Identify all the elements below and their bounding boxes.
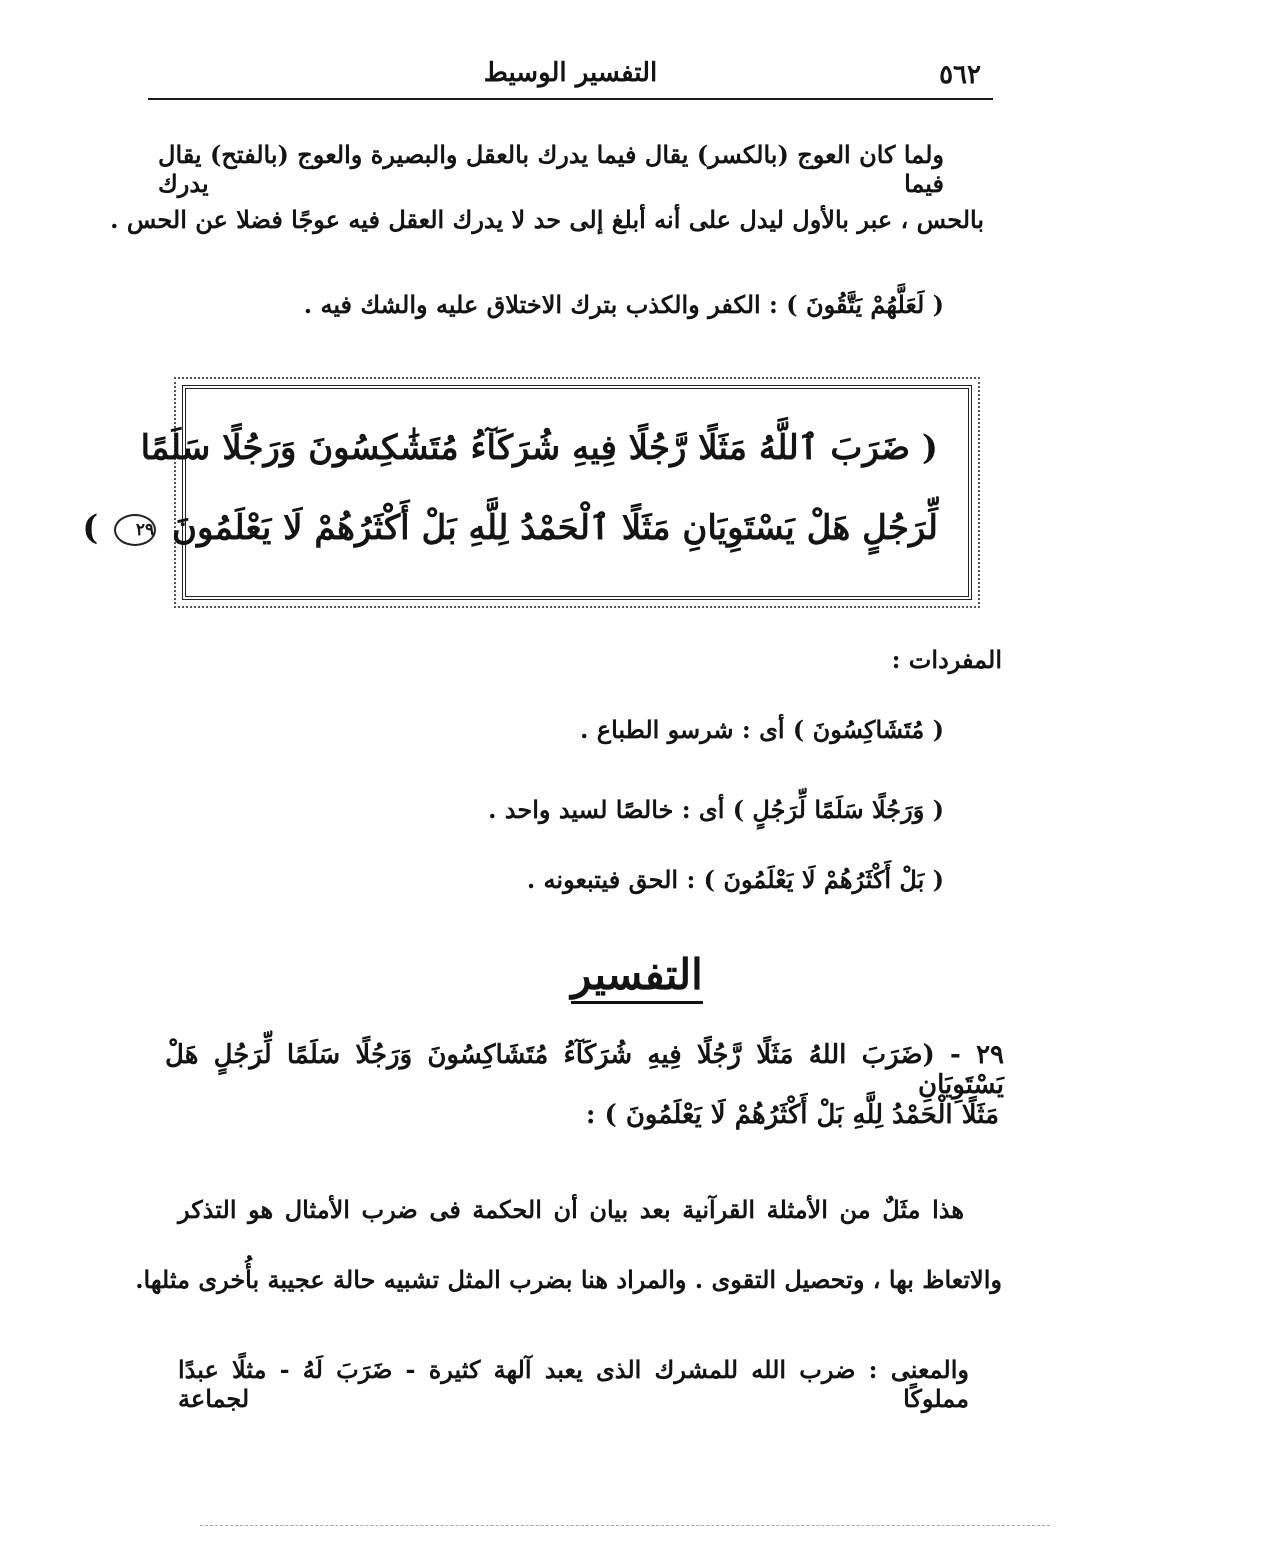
vocabulary-item-2: ( وَرَجُلًا سَلَمًا لِّرَجُلٍ ) أى : خالصًا لسيد واحد . bbox=[488, 795, 944, 824]
verse-line-2-close: ) bbox=[82, 508, 99, 548]
ayah-number-marker: ٢٩ bbox=[114, 514, 156, 546]
paragraph-1-line-1: هذا مثَلٌ من الأمثلة القرآنية بعد بيان أن الحكمة فى ضرب الأمثال هو التذكر bbox=[178, 1195, 964, 1224]
tafsir-title bbox=[0, 950, 1274, 1004]
verse-line-2 bbox=[82, 507, 938, 548]
intro-line-2: بالحس ، عبر بالأول ليدل على أنه أبلغ إلى حد لا يدرك العقل فيه عوجًا فضلا عن الحس . bbox=[110, 205, 984, 234]
tafsir-title-text: التفسير bbox=[571, 950, 703, 1004]
verse-line-1: ( ضَرَبَ ٱللَّهُ مَثَلًا رَّجُلًا فِيهِ شُرَكَآءُ مُتَشَٰكِسُونَ وَرَجُلًا سَلَمًا bbox=[140, 428, 938, 468]
page-header bbox=[148, 58, 993, 100]
paragraph-2-line-1: والمعنى : ضرب الله للمشرك الذى يعبد آلهة كثيرة - ضَرَبَ لَهُ - مثلًا عبدًا مملوكًا لجماعة bbox=[178, 1355, 969, 1413]
intro-line-1: ولما كان العوج (بالكسر) يقال فيما يدرك بالعقل والبصيرة والعوج (بالفتح) يقال فيما يدرك bbox=[158, 140, 944, 198]
intro-line-3: ( لَعَلَّهُمْ يَتَّقُونَ ) : الكفر والكذب بترك الاختلاق عليه والشك فيه . bbox=[303, 290, 944, 319]
vocabulary-heading: المفردات : bbox=[891, 645, 1002, 674]
verse-line-2-text: لِّرَجُلٍ هَلْ يَسْتَوِيَانِ مَثَلًا ٱلْحَمْدُ لِلَّهِ بَلْ أَكْثَرُهُمْ لَا يَعْلَمُونَ bbox=[172, 508, 938, 548]
page-number: ٥٦٢ bbox=[939, 60, 981, 90]
page-bottom-rule bbox=[200, 1525, 1050, 1526]
vocabulary-item-1: ( مُتَشَاكِسُونَ ) أى : شرسو الطباع . bbox=[580, 715, 944, 744]
paragraph-1-line-2: والاتعاظ بها ، وتحصيل التقوى . والمراد هنا بضرب المثل تشبيه حالة عجيبة بأُخرى مثلها. bbox=[135, 1265, 1002, 1294]
tafsir-verse-line-1: ٢٩ - (ضَرَبَ اللهُ مَثَلًا رَّجُلًا فِيهِ شُرَكَآءُ مُتَشَاكِسُونَ وَرَجُلًا سَلَمًا لِّرَجُلٍ هَلْ يَسْتَوِيَانِ bbox=[165, 1040, 1004, 1100]
quran-verse-frame bbox=[82, 385, 972, 600]
running-title: التفسير الوسيط bbox=[483, 58, 658, 88]
vocabulary-item-3: ( بَلْ أَكْثَرُهُمْ لَا يَعْلَمُونَ ) : الحق فيتبعونه . bbox=[526, 865, 944, 894]
tafsir-verse-line-2: مَثَلًا الْحَمْدُ لِلَّهِ بَلْ أَكْثَرُهُمْ لَا يَعْلَمُونَ ) : bbox=[585, 1100, 999, 1130]
